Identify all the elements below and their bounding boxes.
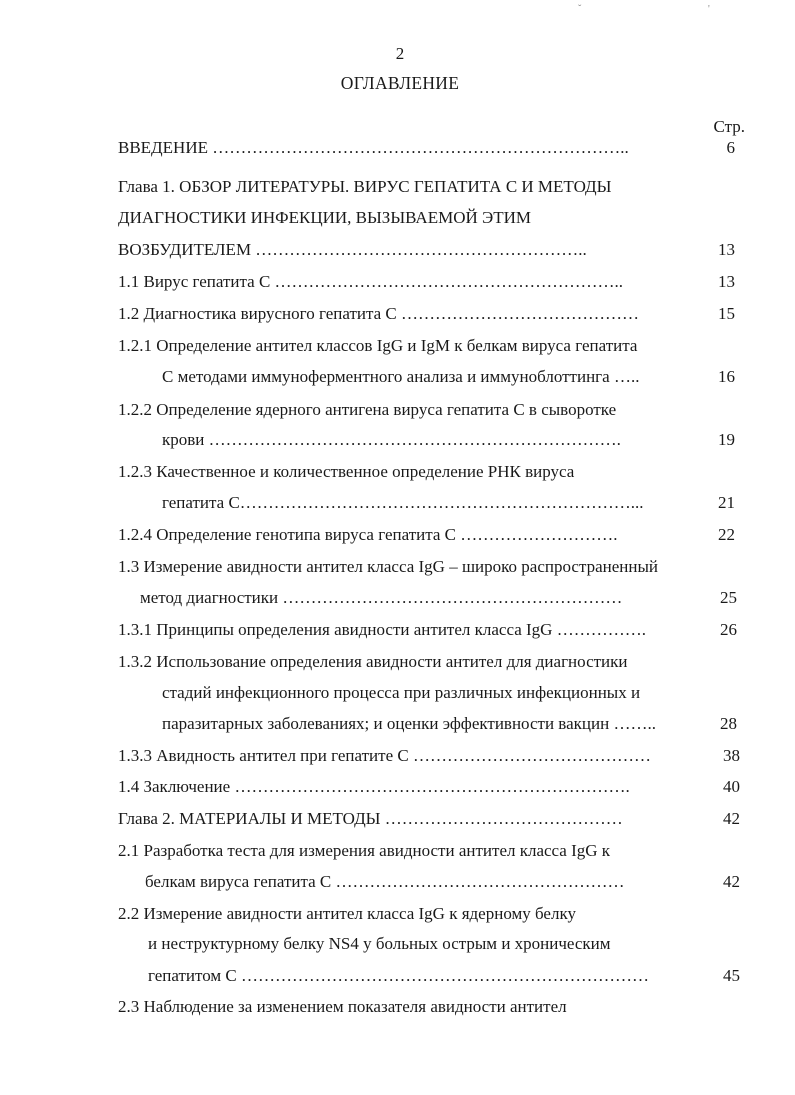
- toc-entry[interactable]: [162, 430, 735, 452]
- toc-entry-text: гепатита С……………………………………………………………...: [162, 493, 644, 512]
- toc-entry-text: 2.3 Наблюдение за изменением показателя авидности антител: [118, 997, 567, 1016]
- scan-mark: ': [708, 4, 710, 15]
- toc-entry[interactable]: [118, 240, 735, 262]
- toc-entry-text: 1.2 Диагностика вирусного гепатита С ……………………………………: [118, 304, 639, 323]
- toc-entry-page: 38: [723, 746, 740, 765]
- toc-entry[interactable]: [118, 177, 735, 199]
- toc-entry-text: крови ……………………………………………………………….: [162, 430, 621, 449]
- toc-entry[interactable]: [118, 525, 735, 547]
- toc-entry-page: 19: [718, 430, 735, 449]
- toc-entry[interactable]: [118, 336, 735, 358]
- toc-entry-page: 15: [718, 304, 735, 323]
- toc-entry[interactable]: [118, 777, 740, 799]
- toc-entry-page: 13: [718, 272, 735, 291]
- toc-entry-page: 42: [723, 872, 740, 891]
- toc-entry[interactable]: [118, 746, 740, 768]
- toc-entry[interactable]: [162, 493, 735, 515]
- toc-entry[interactable]: [118, 304, 735, 326]
- toc-entry-page: 6: [726, 138, 735, 157]
- toc-entry-page: 21: [718, 493, 735, 512]
- page-column-header: Стр.: [713, 117, 745, 136]
- toc-entry-text: 1.2.4 Определение генотипа вируса гепатита С ……………………….: [118, 525, 618, 544]
- toc-entry-page: 40: [723, 777, 740, 796]
- toc-entry[interactable]: [118, 462, 735, 484]
- toc-entry[interactable]: [162, 367, 735, 389]
- toc-entry-page: 42: [723, 809, 740, 828]
- toc-entry-text: 2.2 Измерение авидности антител класса IgG к ядерному белку: [118, 904, 576, 923]
- toc-entry-text: 1.2.3 Качественное и количественное определение РНК вируса: [118, 462, 575, 481]
- toc-entry-page: 45: [723, 966, 740, 985]
- toc-entry-text: ВВЕДЕНИЕ ………………………………………………………………..: [118, 138, 629, 157]
- toc-entry-text: ВОЗБУДИТЕЛЕМ …………………………………………………..: [118, 240, 587, 259]
- toc-entry-page: 28: [720, 714, 737, 733]
- page-title: ОГЛАВЛЕНИЕ: [340, 73, 460, 93]
- toc-entry[interactable]: [118, 841, 740, 863]
- toc-entry-text: ДИАГНОСТИКИ ИНФЕКЦИИ, ВЫЗЫВАЕМОЙ ЭТИМ: [118, 208, 531, 227]
- toc-entry-text: метод диагностики ……………………………………………………: [140, 588, 623, 607]
- toc-entry-text: стадий инфекционного процесса при различных инфекционных и: [162, 683, 641, 702]
- toc-entry-text: 1.3.1 Принципы определения авидности антител класса IgG …………….: [118, 620, 646, 639]
- toc-entry[interactable]: [118, 557, 735, 579]
- toc-entry[interactable]: [118, 400, 735, 422]
- toc-entry[interactable]: [162, 683, 737, 705]
- toc-entry[interactable]: [140, 588, 737, 610]
- toc-entry-page: 13: [718, 240, 735, 259]
- toc-entry-text: 1.3.3 Авидность антител при гепатите С ……………………………………: [118, 746, 651, 765]
- toc-entry-text: Глава 1. ОБЗОР ЛИТЕРАТУРЫ. ВИРУС ГЕПАТИТА С И МЕТОДЫ: [118, 177, 612, 196]
- page-number: 2: [395, 44, 405, 63]
- toc-entry-text: С методами иммуноферментного анализа и иммуноблоттинга …..: [162, 367, 640, 386]
- toc-entry-text: 2.1 Разработка теста для измерения авидности антител класса IgG к: [118, 841, 611, 860]
- toc-entry[interactable]: [118, 138, 735, 160]
- toc-entry[interactable]: [118, 809, 740, 831]
- toc-entry-text: и неструктурному белку NS4 у больных острым и хроническим: [148, 934, 611, 953]
- toc-entry[interactable]: [145, 872, 740, 894]
- toc-entry-page: 25: [720, 588, 737, 607]
- toc-entry-text: Глава 2. МАТЕРИАЛЫ И МЕТОДЫ ……………………………………: [118, 809, 623, 828]
- toc-entry[interactable]: [118, 652, 737, 674]
- toc-entry[interactable]: [162, 714, 737, 736]
- toc-entry[interactable]: [118, 272, 735, 294]
- toc-entry-text: 1.3 Измерение авидности антител класса IgG – широко распространенный: [118, 557, 658, 576]
- toc-entry-page: 26: [720, 620, 737, 639]
- toc-entry[interactable]: [118, 620, 737, 642]
- toc-entry-text: паразитарных заболеваниях; и оценки эффективности вакцин ……..: [162, 714, 656, 733]
- toc-entry-text: 1.2.1 Определение антител классов IgG и IgM к белкам вируса гепатита: [118, 336, 638, 355]
- toc-entry[interactable]: [118, 997, 740, 1019]
- toc-entry[interactable]: [148, 934, 740, 956]
- toc-entry-text: 1.1 Вирус гепатита С ……………………………………………………..: [118, 272, 624, 291]
- toc-entry-text: белкам вируса гепатита С ……………………………………………: [145, 872, 625, 891]
- toc-entry-page: 16: [718, 367, 735, 386]
- toc-entry[interactable]: [148, 966, 740, 988]
- toc-entry[interactable]: [118, 904, 740, 926]
- toc-entry-page: 22: [718, 525, 735, 544]
- toc-entry-text: гепатитом С ………………………………………………………………: [148, 966, 650, 985]
- toc-entry-text: 1.4 Заключение …………………………………………………………….: [118, 777, 630, 796]
- toc-entry-text: 1.2.2 Определение ядерного антигена вируса гепатита С в сыворотке: [118, 400, 617, 419]
- toc-entry[interactable]: [118, 208, 735, 230]
- toc-entry-text: 1.3.2 Использование определения авидности антител для диагностики: [118, 652, 628, 671]
- scan-mark: ˇ: [578, 4, 582, 15]
